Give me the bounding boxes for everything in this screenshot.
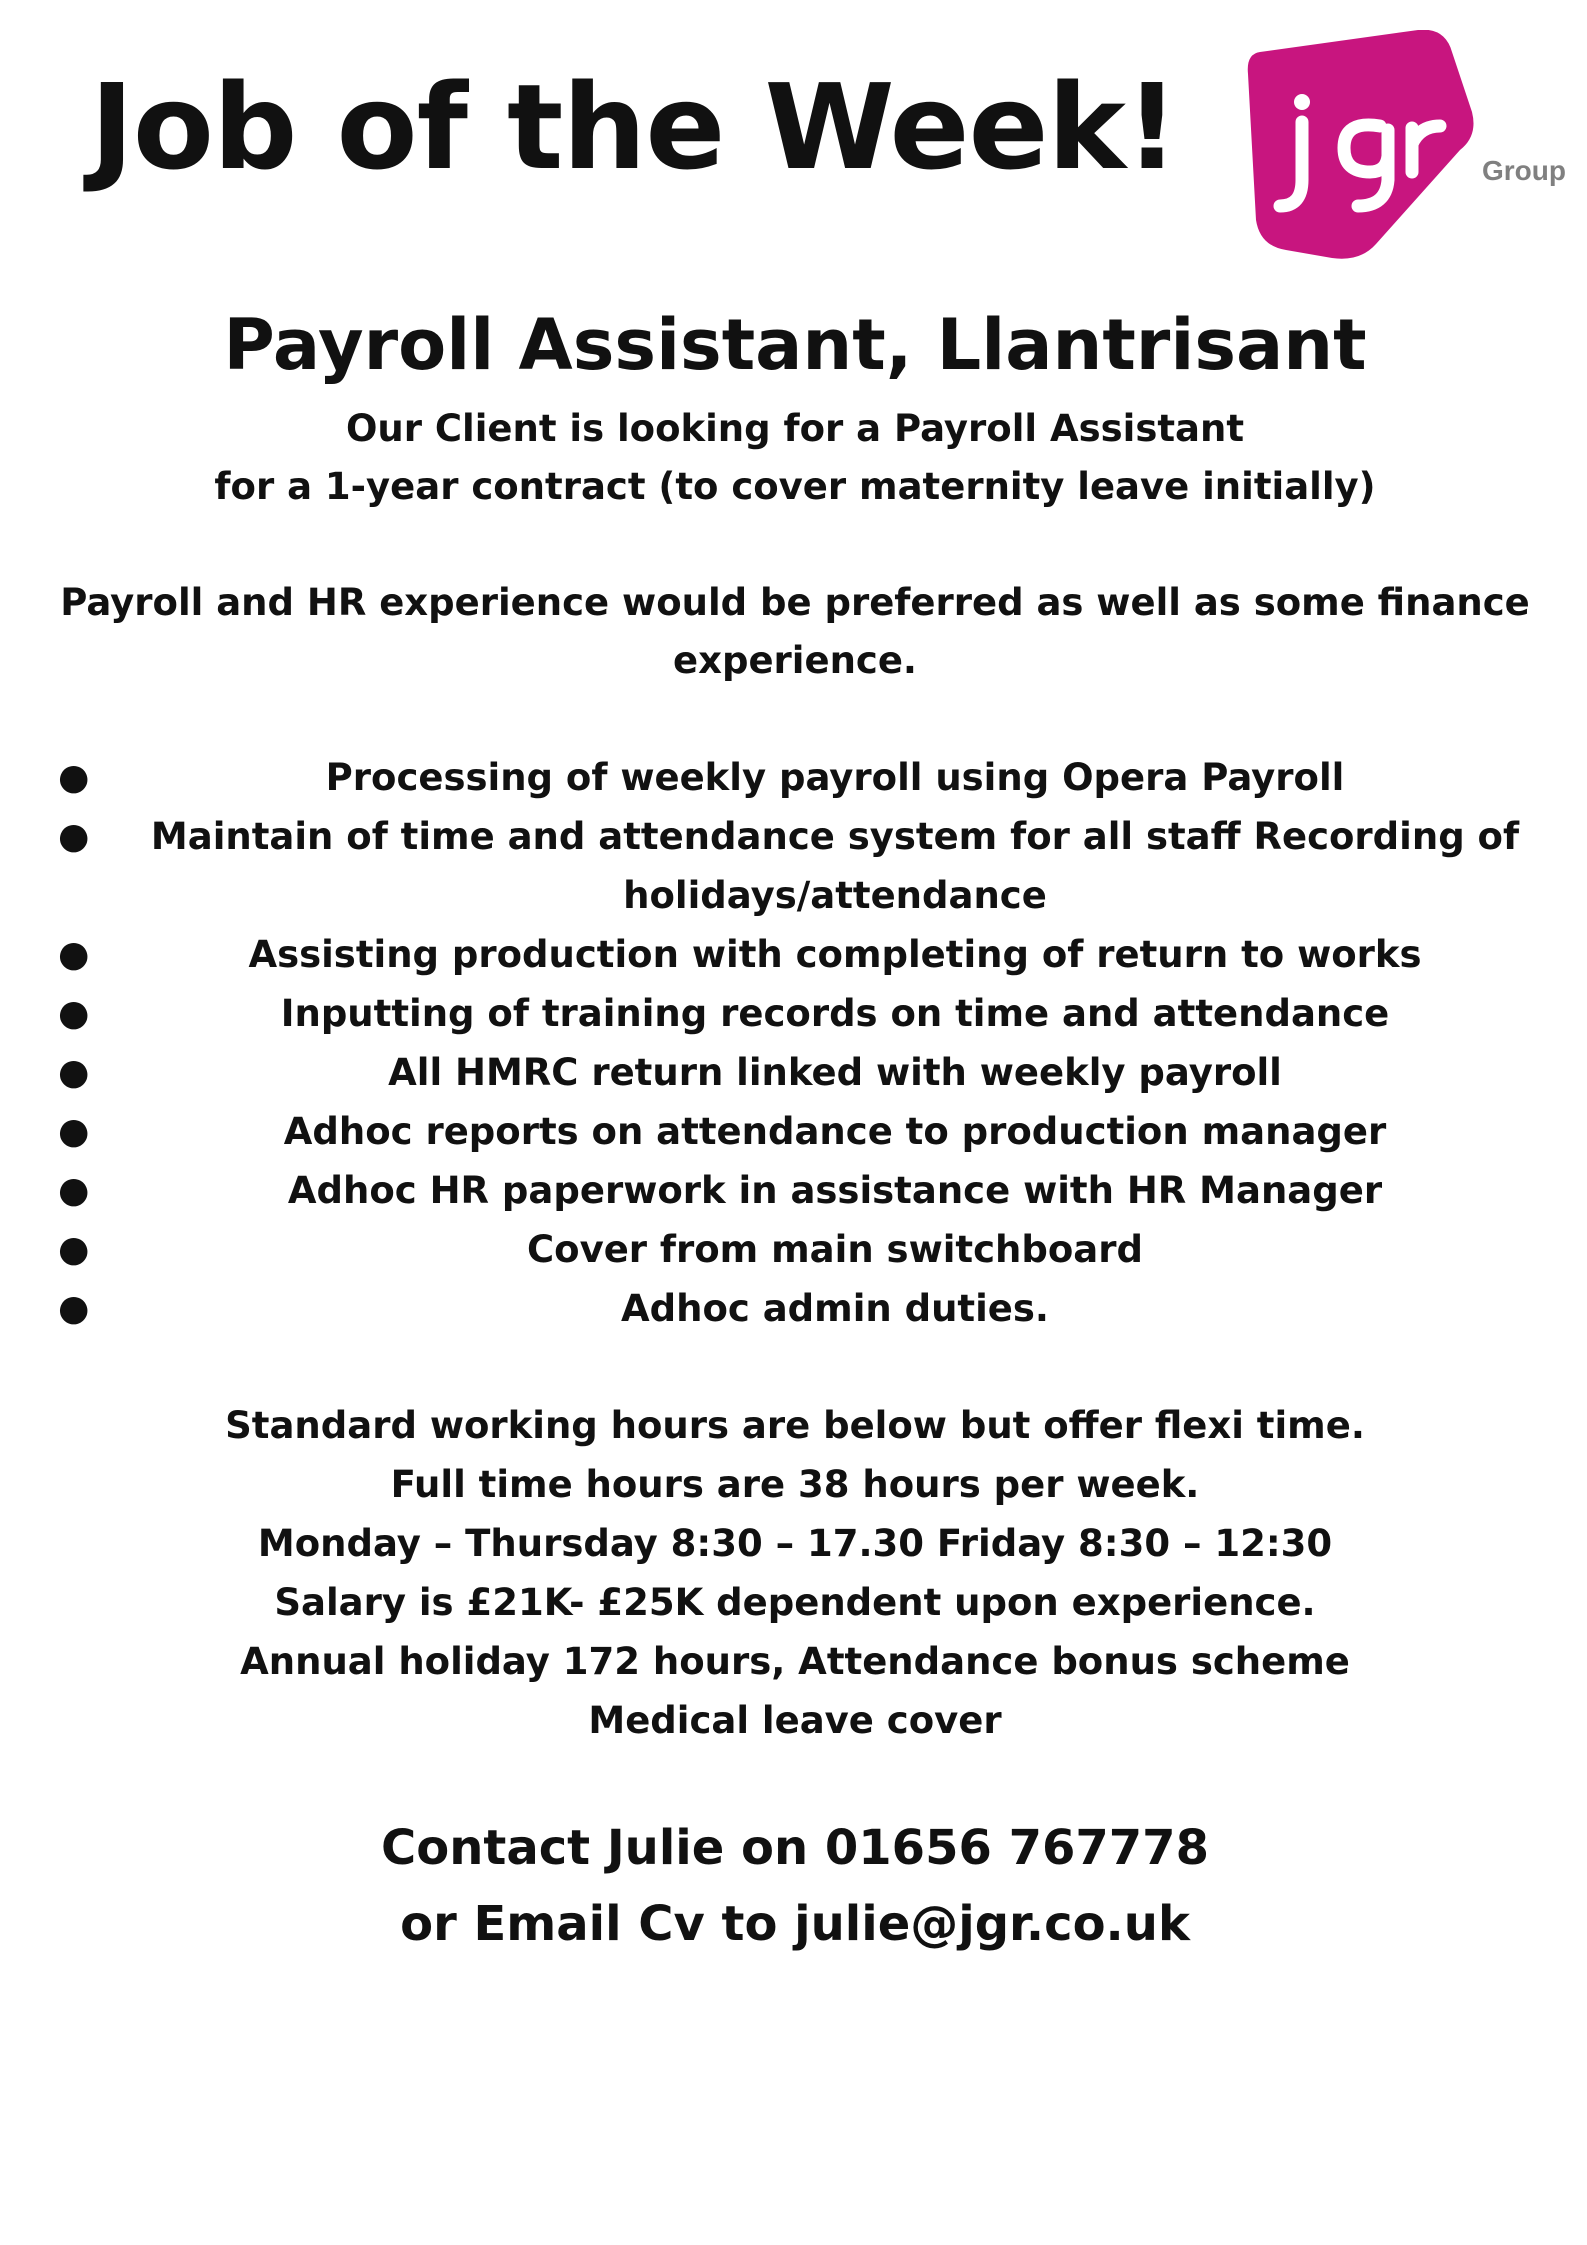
logo-group-text: Group [1482,155,1566,186]
spacer [50,516,1540,574]
duty-item [50,1043,1540,1102]
terms-line: Standard working hours are below but offer flexi time. [225,1404,1365,1447]
bullet-icon: ● [58,757,90,798]
terms-line: Salary is £21K- £25K dependent upon experience. [274,1581,1316,1624]
terms-line: Full time hours are 38 hours per week. [390,1463,1200,1506]
terms-line: Monday – Thursday 8:30 – 17.30 Friday 8:30 – 12:30 [257,1522,1333,1565]
spacer [50,1338,1540,1396]
duty-text: Adhoc admin duties. [621,1287,1049,1330]
contact-phone: Contact Julie on 01656 767778 [381,1820,1209,1876]
duty-item [50,807,1540,925]
bullet-icon: ● [58,993,90,1034]
experience-text: Payroll and HR experience would be preferred as well as some finance experience. [60,581,1530,682]
spacer [50,1750,1540,1810]
duty-item [50,1220,1540,1279]
job-title: Payroll Assistant, Llantrisant [223,304,1367,386]
duty-text: All HMRC return linked with weekly payroll [388,1051,1282,1094]
duty-item [50,748,1540,807]
job-posting [50,290,1540,1962]
intro-line-1: Our Client is looking for a Payroll Assistant [345,407,1245,450]
duty-text: Maintain of time and attendance system for all staff Recording of holidays/attendance [150,815,1520,917]
duty-text: Processing of weekly payroll using Opera Payroll [325,756,1345,799]
bullet-icon: ● [58,1170,90,1211]
duties-list [50,748,1540,1338]
terms-section [50,1396,1540,1750]
spacer [50,690,1540,748]
duty-item [50,925,1540,984]
contact-section [50,1810,1540,1962]
bullet-icon: ● [58,934,90,975]
jgr-group-logo [1240,30,1570,280]
duty-text: Assisting production with completing of return to works [248,933,1422,976]
bullet-icon: ● [58,816,90,857]
duty-item [50,984,1540,1043]
duty-item [50,1279,1540,1338]
duty-item [50,1161,1540,1220]
duty-item [50,1102,1540,1161]
bullet-icon: ● [58,1052,90,1093]
duty-text: Inputting of training records on time and attendance [280,992,1390,1035]
terms-line: Medical leave cover [588,1699,1002,1742]
contact-email: or Email Cv to julie@jgr.co.uk [400,1896,1190,1952]
bullet-icon: ● [58,1229,90,1270]
duty-text: Cover from main switchboard [527,1228,1143,1271]
page-title: Job of the Week! [90,58,1178,196]
intro-line-2: for a 1-year contract (to cover maternity leave initially) [214,465,1376,508]
duty-text: Adhoc HR paperwork in assistance with HR Manager [287,1169,1383,1212]
logo-mark [1240,30,1570,280]
bullet-icon: ● [58,1111,90,1152]
bullet-icon: ● [58,1288,90,1329]
duty-text: Adhoc reports on attendance to production manager [283,1110,1387,1153]
terms-line: Annual holiday 172 hours, Attendance bonus scheme [240,1640,1350,1683]
logo-shape [1248,30,1474,259]
